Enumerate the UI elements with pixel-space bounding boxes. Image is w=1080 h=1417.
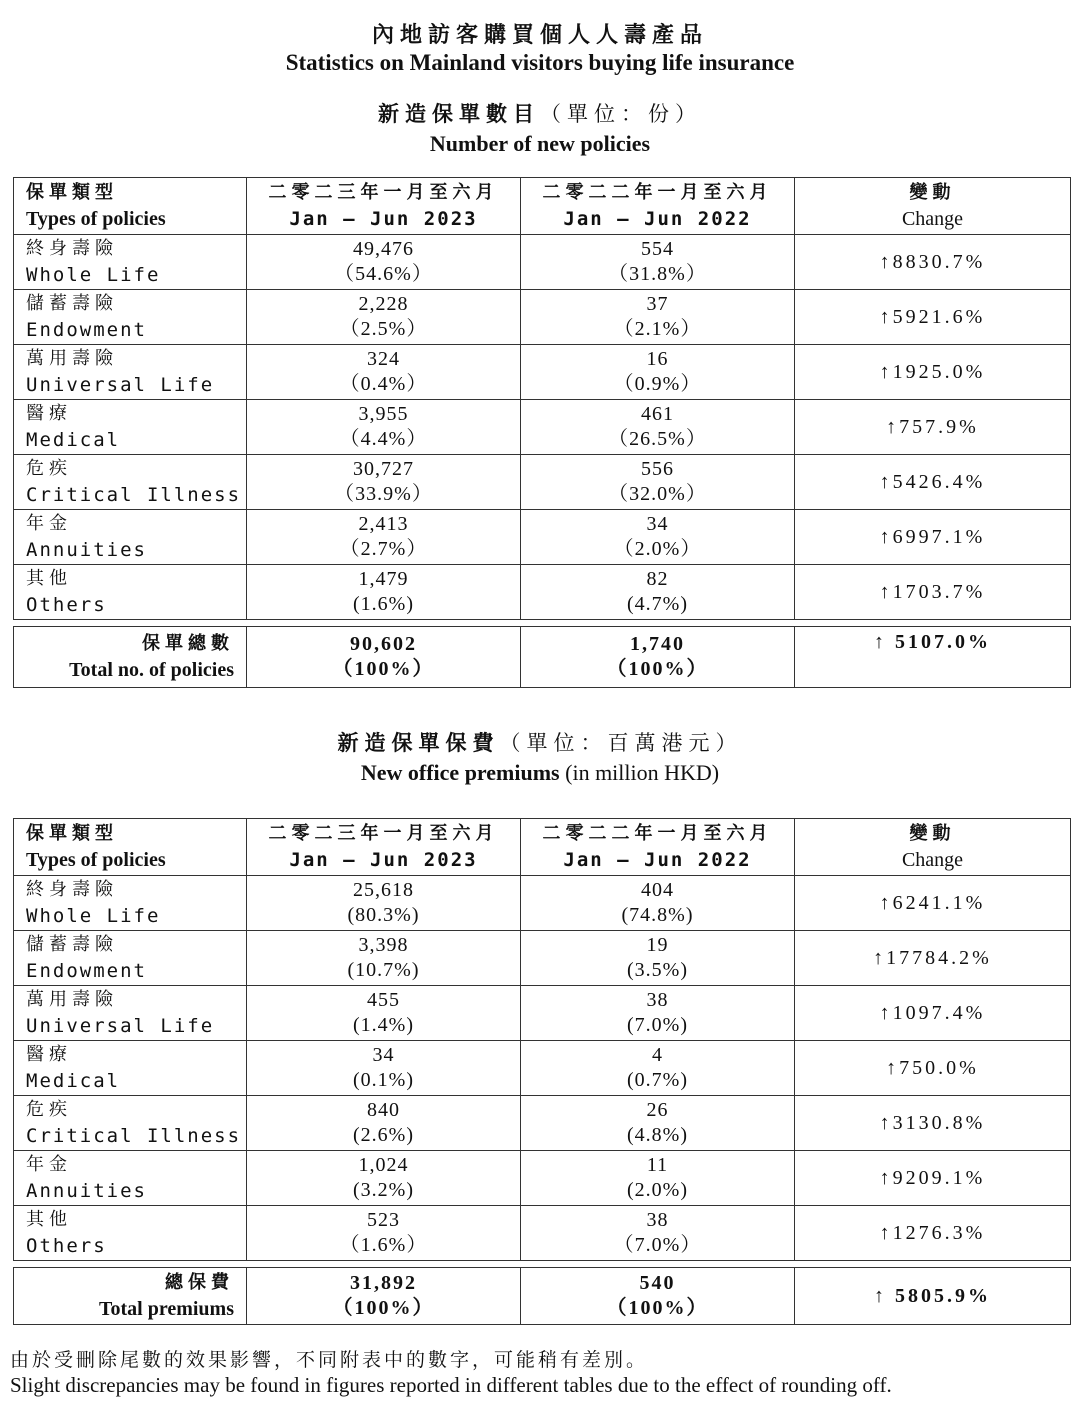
- header-change: [795, 819, 1071, 876]
- value-2023: 49,476: [353, 238, 414, 260]
- value-2023-cell: [247, 876, 521, 931]
- value-2022: 19: [646, 934, 669, 956]
- value-2023-cell: [247, 1096, 521, 1151]
- change-cell: [795, 290, 1071, 345]
- total-change: [795, 627, 1071, 688]
- header-2022-en: Jan – Jun 2022: [563, 208, 752, 230]
- percent-2022: (2.0%): [627, 1179, 688, 1201]
- policy-type-cell: [14, 931, 247, 986]
- policy-type-en: Whole Life: [26, 905, 161, 927]
- premiums-table: [13, 818, 1071, 1325]
- value-2023: 3,398: [358, 934, 409, 956]
- percent-2023: (80.3%): [347, 904, 420, 926]
- value-2022: 37: [646, 293, 669, 315]
- percent-2022: （2.0%）: [613, 538, 702, 560]
- policy-type-zh: 終身壽險: [26, 238, 118, 259]
- percent-2022: (0.7%): [627, 1069, 688, 1091]
- header-2023-en: Jan – Jun 2023: [289, 208, 478, 230]
- total-change: [795, 1268, 1071, 1325]
- table-row: [14, 455, 1071, 510]
- value-2023: 2,413: [358, 513, 409, 535]
- table-row: [14, 1206, 1071, 1261]
- value-2023-cell: [247, 290, 521, 345]
- policy-type-zh: 其他: [26, 1209, 72, 1230]
- policy-type-zh: 危疾: [26, 1099, 72, 1120]
- policy-type-cell: [14, 290, 247, 345]
- policy-type-cell: [14, 510, 247, 565]
- policy-type-zh: 年金: [26, 1154, 72, 1175]
- change-cell: [795, 1151, 1071, 1206]
- header-2023: [247, 178, 521, 235]
- value-2022-cell: [521, 235, 795, 290]
- value-2022-cell: [521, 510, 795, 565]
- table-spacer: [14, 1261, 1071, 1268]
- policy-type-zh: 危疾: [26, 458, 72, 479]
- value-2023: 3,955: [358, 403, 409, 425]
- value-2022-cell: [521, 1041, 795, 1096]
- policy-type-en: Medical: [26, 429, 121, 451]
- header-type: [14, 178, 247, 235]
- percent-2023: （54.6%）: [334, 263, 433, 285]
- header-type-zh: 保單類型: [26, 182, 118, 203]
- percent-2023: （2.5%）: [339, 318, 428, 340]
- policy-type-cell: [14, 1151, 247, 1206]
- change-value: ↑8830.7%: [879, 250, 986, 273]
- total-change-value: ↑ 5107.0%: [874, 631, 991, 653]
- total-2023: [247, 627, 521, 688]
- value-2023: 2,228: [358, 293, 409, 315]
- header-type: [14, 819, 247, 876]
- total-label-en: Total no. of policies: [69, 659, 234, 681]
- policy-type-cell: [14, 1206, 247, 1261]
- policy-type-en: Annuities: [26, 539, 147, 561]
- table-row: [14, 1151, 1071, 1206]
- policy-type-cell: [14, 565, 247, 620]
- percent-2023: (2.6%): [353, 1124, 414, 1146]
- value-2022: 404: [641, 879, 674, 901]
- policy-type-cell: [14, 455, 247, 510]
- change-value: ↑1703.7%: [879, 580, 986, 603]
- total-2022-value: 540: [639, 1272, 676, 1294]
- spacer-cell: [14, 620, 1071, 627]
- policies-table: [13, 177, 1071, 688]
- value-2023: 34: [372, 1044, 395, 1066]
- change-cell: [795, 345, 1071, 400]
- header-2023-zh: 二零二三年一月至六月: [268, 182, 499, 203]
- value-2022: 4: [652, 1044, 663, 1066]
- value-2023: 1,024: [358, 1154, 409, 1176]
- total-label: [14, 627, 247, 688]
- value-2023-cell: [247, 345, 521, 400]
- value-2022: 556: [641, 458, 674, 480]
- percent-2022: (4.7%): [627, 593, 688, 615]
- value-2023: 523: [367, 1209, 400, 1231]
- table-row: [14, 345, 1071, 400]
- page-title-en: Statistics on Mainland visitors buying life insurance: [285, 50, 795, 75]
- policy-type-en: Others: [26, 594, 107, 616]
- value-2022: 38: [646, 989, 669, 1011]
- total-2022: [521, 1268, 795, 1325]
- change-value: ↑757.9%: [886, 415, 979, 438]
- change-cell: [795, 235, 1071, 290]
- percent-2023: (3.2%): [353, 1179, 414, 1201]
- total-2023-percent: （100%）: [332, 658, 435, 680]
- header-2022-zh: 二零二二年一月至六月: [542, 182, 773, 203]
- value-2022-cell: [521, 986, 795, 1041]
- table2-heading-zh-unit: （單位：百萬港元）: [499, 731, 743, 755]
- header-type-en: Types of policies: [26, 849, 166, 871]
- rounding-note-en: Slight discrepancies may be found in figures reported in different tables due to the effect of rounding off.: [10, 1373, 892, 1397]
- header-2023-zh: 二零二三年一月至六月: [268, 823, 499, 844]
- header-type-zh: 保單類型: [26, 823, 118, 844]
- policy-type-en: Universal Life: [26, 1015, 215, 1037]
- percent-2022: （26.5%）: [608, 428, 707, 450]
- policy-type-zh: 醫療: [26, 403, 72, 424]
- value-2022: 461: [641, 403, 674, 425]
- total-2022-value: 1,740: [630, 633, 685, 655]
- value-2023-cell: [247, 455, 521, 510]
- table-row: [14, 876, 1071, 931]
- value-2022-cell: [521, 400, 795, 455]
- header-change-zh: 變動: [909, 823, 956, 844]
- policy-type-en: Medical: [26, 1070, 121, 1092]
- policy-type-zh: 終身壽險: [26, 879, 118, 900]
- policy-type-en: Critical Illness: [26, 1125, 242, 1147]
- change-cell: [795, 1206, 1071, 1261]
- total-row: [14, 1268, 1071, 1325]
- percent-2022: （2.1%）: [613, 318, 702, 340]
- total-change-value: ↑ 5805.9%: [874, 1284, 991, 1307]
- percent-2022: (7.0%): [627, 1014, 688, 1036]
- change-cell: [795, 1096, 1071, 1151]
- header-2022-en: Jan – Jun 2022: [563, 849, 752, 871]
- value-2022: 554: [641, 238, 674, 260]
- value-2022: 82: [646, 568, 669, 590]
- percent-2023: (0.1%): [353, 1069, 414, 1091]
- policy-type-cell: [14, 400, 247, 455]
- change-value: ↑6997.1%: [879, 525, 986, 548]
- value-2022-cell: [521, 1206, 795, 1261]
- value-2023-cell: [247, 931, 521, 986]
- value-2022-cell: [521, 345, 795, 400]
- value-2023: 1,479: [358, 568, 409, 590]
- policy-type-en: Others: [26, 1235, 107, 1257]
- policy-type-en: Endowment: [26, 960, 147, 982]
- total-row: [14, 627, 1071, 688]
- change-value: ↑1276.3%: [879, 1221, 986, 1244]
- header-type-en: Types of policies: [26, 208, 166, 230]
- header-2022: [521, 819, 795, 876]
- change-value: ↑17784.2%: [873, 946, 992, 969]
- value-2022-cell: [521, 931, 795, 986]
- percent-2023: （0.4%）: [339, 373, 428, 395]
- page-title-zh: 內地訪客購買個人人壽產品: [371, 23, 708, 48]
- value-2023: 840: [367, 1099, 400, 1121]
- policy-type-cell: [14, 1096, 247, 1151]
- spacer-cell: [14, 1261, 1071, 1268]
- header-2022: [521, 178, 795, 235]
- value-2022: 38: [646, 1209, 669, 1231]
- value-2022-cell: [521, 290, 795, 345]
- percent-2023: (1.6%): [353, 593, 414, 615]
- header-change-en: Change: [901, 208, 964, 230]
- table1-heading-zh-unit: （單位：份）: [540, 102, 702, 126]
- change-value: ↑5921.6%: [879, 305, 986, 328]
- percent-2022: （7.0%）: [613, 1234, 702, 1256]
- table1-heading-zh: [0, 98, 1080, 128]
- value-2022-cell: [521, 565, 795, 620]
- table-header-row: [14, 178, 1071, 235]
- total-2023-value: 90,602: [350, 633, 417, 655]
- change-value: ↑750.0%: [886, 1056, 979, 1079]
- percent-2023: (1.4%): [353, 1014, 414, 1036]
- percent-2023: （1.6%）: [339, 1234, 428, 1256]
- percent-2022: （32.0%）: [608, 483, 707, 505]
- change-cell: [795, 565, 1071, 620]
- value-2023-cell: [247, 1206, 521, 1261]
- table-row: [14, 235, 1071, 290]
- value-2022: 16: [646, 348, 669, 370]
- header-change: [795, 178, 1071, 235]
- policy-type-zh: 儲蓄壽險: [26, 293, 118, 314]
- value-2023: 324: [367, 348, 400, 370]
- table2-heading-en-main: New office premiums: [360, 760, 560, 785]
- change-value: ↑1097.4%: [879, 1001, 986, 1024]
- total-label-en: Total premiums: [98, 1298, 234, 1320]
- header-change-zh: 變動: [909, 182, 956, 203]
- table-row: [14, 510, 1071, 565]
- policy-type-en: Endowment: [26, 319, 147, 341]
- change-value: ↑1925.0%: [879, 360, 986, 383]
- table-row: [14, 565, 1071, 620]
- percent-2023: （33.9%）: [334, 483, 433, 505]
- total-2022-percent: （100%）: [606, 1297, 709, 1319]
- table2-heading-zh: [0, 727, 1080, 757]
- change-value: ↑9209.1%: [879, 1166, 986, 1189]
- change-cell: [795, 1041, 1071, 1096]
- policy-type-en: Universal Life: [26, 374, 215, 396]
- percent-2022: (4.8%): [627, 1124, 688, 1146]
- value-2022-cell: [521, 1151, 795, 1206]
- policy-type-cell: [14, 876, 247, 931]
- total-2023: [247, 1268, 521, 1325]
- total-2022-percent: （100%）: [606, 658, 709, 680]
- value-2023-cell: [247, 565, 521, 620]
- policy-type-zh: 醫療: [26, 1044, 72, 1065]
- change-cell: [795, 876, 1071, 931]
- header-change-en: Change: [901, 849, 964, 871]
- total-label-zh: 總保費: [165, 1272, 234, 1293]
- policy-type-cell: [14, 345, 247, 400]
- value-2022: 26: [646, 1099, 669, 1121]
- total-label: [14, 1268, 247, 1325]
- value-2023-cell: [247, 986, 521, 1041]
- value-2022: 34: [646, 513, 669, 535]
- change-cell: [795, 400, 1071, 455]
- change-cell: [795, 455, 1071, 510]
- table-row: [14, 931, 1071, 986]
- policy-type-en: Annuities: [26, 1180, 147, 1202]
- percent-2022: （0.9%）: [613, 373, 702, 395]
- policy-type-cell: [14, 1041, 247, 1096]
- header-2023: [247, 819, 521, 876]
- value-2023-cell: [247, 400, 521, 455]
- policy-type-zh: 其他: [26, 568, 72, 589]
- change-cell: [795, 986, 1071, 1041]
- total-label-zh: 保單總數: [142, 633, 234, 654]
- table-header-row: [14, 819, 1071, 876]
- value-2022-cell: [521, 876, 795, 931]
- percent-2022: （31.8%）: [608, 263, 707, 285]
- policy-type-zh: 萬用壽險: [26, 348, 118, 369]
- table-row: [14, 1096, 1071, 1151]
- change-value: ↑5426.4%: [879, 470, 986, 493]
- percent-2022: (74.8%): [621, 904, 694, 926]
- value-2023-cell: [247, 1041, 521, 1096]
- policy-type-zh: 萬用壽險: [26, 989, 118, 1010]
- percent-2023: (10.7%): [347, 959, 420, 981]
- table-row: [14, 986, 1071, 1041]
- value-2023: 30,727: [353, 458, 414, 480]
- percent-2023: （2.7%）: [339, 538, 428, 560]
- table2-heading-en: [0, 760, 1080, 786]
- table1-heading-zh-main: 新造保單數目: [378, 102, 540, 126]
- table2-heading-en-unit: (in million HKD): [559, 760, 720, 785]
- change-value: ↑3130.8%: [879, 1111, 986, 1134]
- value-2023-cell: [247, 1151, 521, 1206]
- change-cell: [795, 510, 1071, 565]
- value-2023: 25,618: [353, 879, 414, 901]
- value-2022-cell: [521, 455, 795, 510]
- policy-type-zh: 儲蓄壽險: [26, 934, 118, 955]
- percent-2023: （4.4%）: [339, 428, 428, 450]
- table1-heading-en: Number of new policies: [429, 131, 651, 156]
- table-row: [14, 290, 1071, 345]
- policy-type-en: Whole Life: [26, 264, 161, 286]
- total-2022: [521, 627, 795, 688]
- header-2022-zh: 二零二二年一月至六月: [542, 823, 773, 844]
- policy-type-en: Critical Illness: [26, 484, 242, 506]
- rounding-note-zh: 由於受刪除尾數的效果影響，不同附表中的數字，可能稍有差別。: [10, 1349, 649, 1371]
- value-2022: 11: [646, 1154, 669, 1176]
- policy-type-zh: 年金: [26, 513, 72, 534]
- total-2023-percent: （100%）: [332, 1297, 435, 1319]
- table2-heading-zh-main: 新造保單保費: [337, 731, 500, 755]
- change-value: ↑6241.1%: [879, 891, 986, 914]
- policy-type-cell: [14, 986, 247, 1041]
- value-2022-cell: [521, 1096, 795, 1151]
- policy-type-cell: [14, 235, 247, 290]
- value-2023: 455: [367, 989, 400, 1011]
- value-2023-cell: [247, 235, 521, 290]
- value-2023-cell: [247, 510, 521, 565]
- percent-2022: (3.5%): [627, 959, 688, 981]
- header-2023-en: Jan – Jun 2023: [289, 849, 478, 871]
- table-row: [14, 400, 1071, 455]
- change-cell: [795, 931, 1071, 986]
- total-2023-value: 31,892: [350, 1272, 417, 1294]
- table-row: [14, 1041, 1071, 1096]
- table-spacer: [14, 620, 1071, 627]
